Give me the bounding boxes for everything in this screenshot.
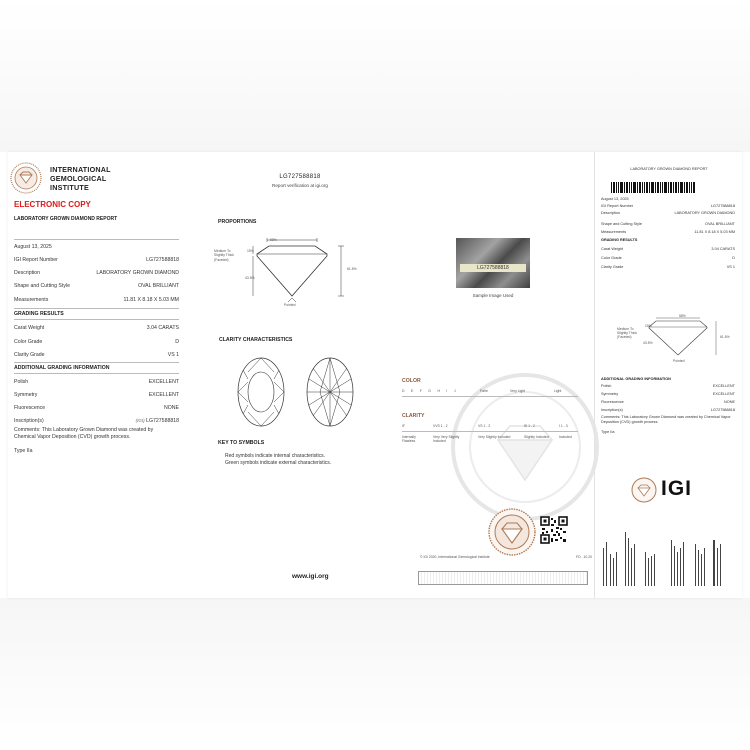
- right-diamond-type: Type IIa: [601, 430, 615, 434]
- divider: [14, 319, 179, 320]
- security-strip: [418, 571, 588, 585]
- color-grade: D: [402, 389, 405, 393]
- rotated-stub: [601, 518, 735, 588]
- institute-name-line: INTERNATIONAL: [50, 165, 111, 174]
- grading-label: Clarity Grade: [14, 352, 45, 358]
- grading-label: Color Grade: [14, 339, 43, 345]
- copyright-text: © IGI 2020, International Gemological Institute: [420, 555, 490, 559]
- additional-row: [14, 392, 179, 398]
- grading-value: 3.04 CARATS: [711, 247, 735, 251]
- grading-results-title: GRADING RESULTS: [14, 311, 64, 317]
- grading-value: VS 1: [167, 352, 179, 358]
- clarity-scale-title: CLARITY: [402, 413, 425, 419]
- key-line: Green symbols indicate external characteristics.: [225, 460, 332, 466]
- color-grade: E: [410, 389, 414, 393]
- comments: Comments: This Laboratory Grown Diamond was created by Chemical Vapor Deposition (CVD) growth process.: [14, 427, 154, 440]
- divider: [14, 239, 179, 240]
- right-depth-percentage: 61.5%: [720, 335, 730, 339]
- field-label: IGI Report Number: [601, 204, 634, 208]
- field-value: LABORATORY GROWN DIAMOND: [96, 270, 179, 276]
- crown-percentage: 15%: [247, 249, 254, 253]
- right-date-value: August 13, 2025: [601, 197, 629, 201]
- additional-label: Polish: [14, 379, 29, 385]
- girdle-line: Medium To: [214, 249, 231, 253]
- proportions-diagram: [214, 232, 374, 312]
- sample-inscription: LG727588818: [460, 264, 526, 272]
- qr-code-icon[interactable]: [540, 516, 568, 544]
- grading-value: 3.04 CARATS: [146, 325, 179, 331]
- right-additional-row: [601, 392, 735, 396]
- divider: [14, 308, 179, 309]
- key-line: Red symbols indicate internal characteristics.: [225, 453, 326, 459]
- sample-image-caption: Sample Image Used: [472, 293, 514, 298]
- color-grade: J: [453, 389, 456, 393]
- right-additional-row: [601, 384, 735, 388]
- additional-value: EXCELLENT: [712, 392, 735, 396]
- right-field-row: [601, 222, 735, 226]
- right-culet-description: Pointed: [673, 359, 685, 363]
- additional-value: NONE: [724, 400, 735, 404]
- field-value: LG727588818: [146, 257, 179, 263]
- grading-row: [14, 352, 179, 358]
- clarity-grade: I 1 - 3: [559, 424, 568, 428]
- barcode-icon[interactable]: [611, 182, 695, 193]
- color-scale-line: [402, 396, 578, 397]
- clarity-description: Included: [559, 435, 572, 439]
- girdle-description: [214, 249, 234, 262]
- grading-label: Clarity Grade: [601, 265, 624, 269]
- field-label: Shape and Cutting Style: [14, 283, 70, 289]
- color-grades: [402, 389, 456, 393]
- field-row: [14, 257, 179, 263]
- field-label: Shape and Cutting Style: [601, 222, 642, 226]
- culet-description: Pointed: [284, 303, 296, 307]
- field-label: Description: [14, 270, 40, 276]
- clarity-grade: IF: [402, 424, 406, 428]
- depth-percentage: 61.5%: [347, 267, 357, 271]
- institute-name-line: INSTITUTE: [50, 183, 89, 192]
- clarity-grade: VS 1 - 2: [478, 424, 491, 428]
- left-panel: [8, 152, 188, 598]
- field-value: 11.81 X 8.18 X 5.03 MM: [123, 297, 179, 303]
- additional-row: [14, 379, 179, 385]
- page-background-top: [0, 0, 750, 152]
- grading-value: VS 1: [726, 265, 735, 269]
- grading-row: [14, 325, 179, 331]
- report-date-value: August 13, 2025: [14, 244, 52, 250]
- right-table-percentage: 58%: [679, 314, 686, 318]
- field-row: [14, 283, 179, 289]
- field-label: IGI Report Number: [14, 257, 58, 263]
- field-value: LABORATORY GROWN DIAMOND: [674, 211, 735, 215]
- grading-row: [14, 339, 179, 345]
- field-value: LG727588818: [710, 204, 735, 208]
- color-group: Light: [554, 389, 562, 393]
- right-grading-row: [601, 247, 735, 251]
- additional-row: [14, 405, 179, 411]
- right-additional-row: [601, 400, 735, 404]
- additional-row: [14, 418, 179, 424]
- igi-seal-icon: [631, 477, 657, 503]
- grading-label: Carat Weight: [14, 325, 45, 331]
- right-proportions-diagram: [623, 315, 723, 365]
- additional-label: Symmetry: [14, 392, 38, 398]
- oval-pavilion-plot-icon: [306, 357, 354, 427]
- grading-value: D: [732, 256, 735, 260]
- clarity-description: Slightly Included: [524, 435, 549, 439]
- girdle-line: (Faceted): [617, 335, 632, 340]
- field-value: OVAL BRILLIANT: [705, 222, 735, 226]
- right-additional-title: ADDITIONAL GRADING INFORMATION: [601, 377, 671, 381]
- institute-name: [50, 165, 111, 192]
- right-pavilion-percentage: 43.5%: [643, 341, 653, 345]
- right-grading-row: [601, 265, 735, 269]
- website-link[interactable]: www.igi.org: [292, 573, 329, 580]
- report-title: LABORATORY GROWN DIAMOND REPORT: [14, 216, 118, 222]
- right-grading-title: GRADING RESULTS: [601, 238, 638, 242]
- diamond-type: Type IIa: [14, 448, 33, 454]
- right-girdle-description: [617, 327, 637, 340]
- girdle-line: Medium To: [617, 327, 634, 331]
- color-group: Very Light: [510, 389, 526, 393]
- divider: [14, 362, 179, 363]
- right-field-row: [601, 204, 735, 208]
- field-label: Description: [601, 211, 620, 215]
- field-value: 11.81 X 8.18 X 5.03 MM: [694, 230, 735, 234]
- right-report-title: LABORATORY GROWN DIAMOND REPORT: [630, 167, 708, 171]
- right-crown-percentage: 15%: [645, 324, 652, 328]
- additional-value: (IGI) LG727588818: [135, 418, 179, 424]
- clarity-description: Very Slightly Included: [478, 435, 511, 439]
- color-grade: H: [437, 389, 440, 393]
- additional-label: Fluorescence: [601, 400, 624, 404]
- table-percentage: 58%: [270, 238, 277, 242]
- additional-value: EXCELLENT: [148, 379, 179, 385]
- right-panel: [594, 152, 743, 598]
- form-code: FD - 10.20: [576, 555, 593, 559]
- clarity-grade: SI 1 - 2: [524, 424, 535, 428]
- middle-panel: [188, 152, 594, 598]
- proportions-title: PROPORTIONS: [218, 219, 257, 225]
- igi-seal-icon: [10, 162, 42, 194]
- field-row: [14, 297, 179, 303]
- right-field-row: [601, 230, 735, 234]
- field-label: Measurements: [601, 230, 627, 234]
- certificate: [8, 152, 742, 598]
- grading-value: D: [175, 339, 179, 345]
- rotated-stub-lines: [601, 518, 735, 588]
- additional-value: LG727588818: [710, 408, 735, 412]
- grading-label: Carat Weight: [601, 247, 624, 251]
- girdle-line: Slightly Thick: [214, 253, 234, 258]
- watermark-seal-icon: [450, 372, 600, 522]
- divider: [14, 373, 179, 374]
- electronic-copy-label: ELECTRONIC COPY: [14, 200, 91, 209]
- color-grade: F: [419, 389, 422, 393]
- right-field-row: [601, 211, 735, 215]
- additional-grading-title: ADDITIONAL GRADING INFORMATION: [14, 365, 110, 371]
- sample-image: [456, 238, 530, 288]
- verification-number: LG727588818: [279, 174, 321, 180]
- additional-value: NONE: [164, 405, 179, 411]
- additional-label: Polish: [601, 384, 612, 388]
- right-date-row: [601, 197, 735, 201]
- additional-label: Symmetry: [601, 392, 619, 396]
- right-grading-row: [601, 256, 735, 260]
- igi-seal-icon: [488, 508, 536, 556]
- verification-text: Report verification at igi.org: [272, 183, 328, 188]
- additional-label: Inscription(s): [601, 408, 623, 412]
- clarity-scale-line: [402, 431, 578, 432]
- right-comments: Comments: This Laboratory Grown Diamond was created by Chemical Vapor Deposition (CVD) growth process.: [601, 415, 731, 424]
- field-row: [14, 270, 179, 276]
- additional-value: EXCELLENT: [148, 392, 179, 398]
- report-date: [14, 244, 179, 250]
- field-value: OVAL BRILLIANT: [138, 283, 179, 289]
- clarity-description: Internally Flawless: [402, 435, 416, 444]
- inscription-value: LG727588818: [146, 418, 179, 424]
- girdle-line: (Faceted): [214, 257, 229, 262]
- field-label: Measurements: [14, 297, 49, 303]
- color-grade: I: [446, 389, 448, 393]
- institute-name-line: GEMOLOGICAL: [50, 174, 107, 183]
- oval-crown-plot-icon: [237, 357, 285, 427]
- additional-value: EXCELLENT: [712, 384, 735, 388]
- page-background-bottom: [0, 598, 750, 750]
- additional-label: Fluorescence: [14, 405, 46, 411]
- clarity-characteristics-title: CLARITY CHARACTERISTICS: [219, 337, 293, 343]
- girdle-line: Slightly Thick: [617, 331, 637, 336]
- color-group: Faint: [480, 389, 488, 393]
- color-grade: G: [428, 389, 431, 393]
- pavilion-percentage: 43.5%: [245, 276, 255, 280]
- key-to-symbols-title: KEY TO SYMBOLS: [218, 440, 265, 446]
- clarity-grade: VVS 1 - 2: [433, 424, 448, 428]
- grading-label: Color Grade: [601, 256, 622, 260]
- right-additional-row: [601, 408, 735, 412]
- color-scale-title: COLOR: [402, 378, 421, 384]
- additional-label: Inscription(s): [14, 418, 44, 424]
- igi-brand-logo: IGI: [661, 477, 693, 500]
- clarity-description: Very Very Slightly Included: [433, 435, 460, 444]
